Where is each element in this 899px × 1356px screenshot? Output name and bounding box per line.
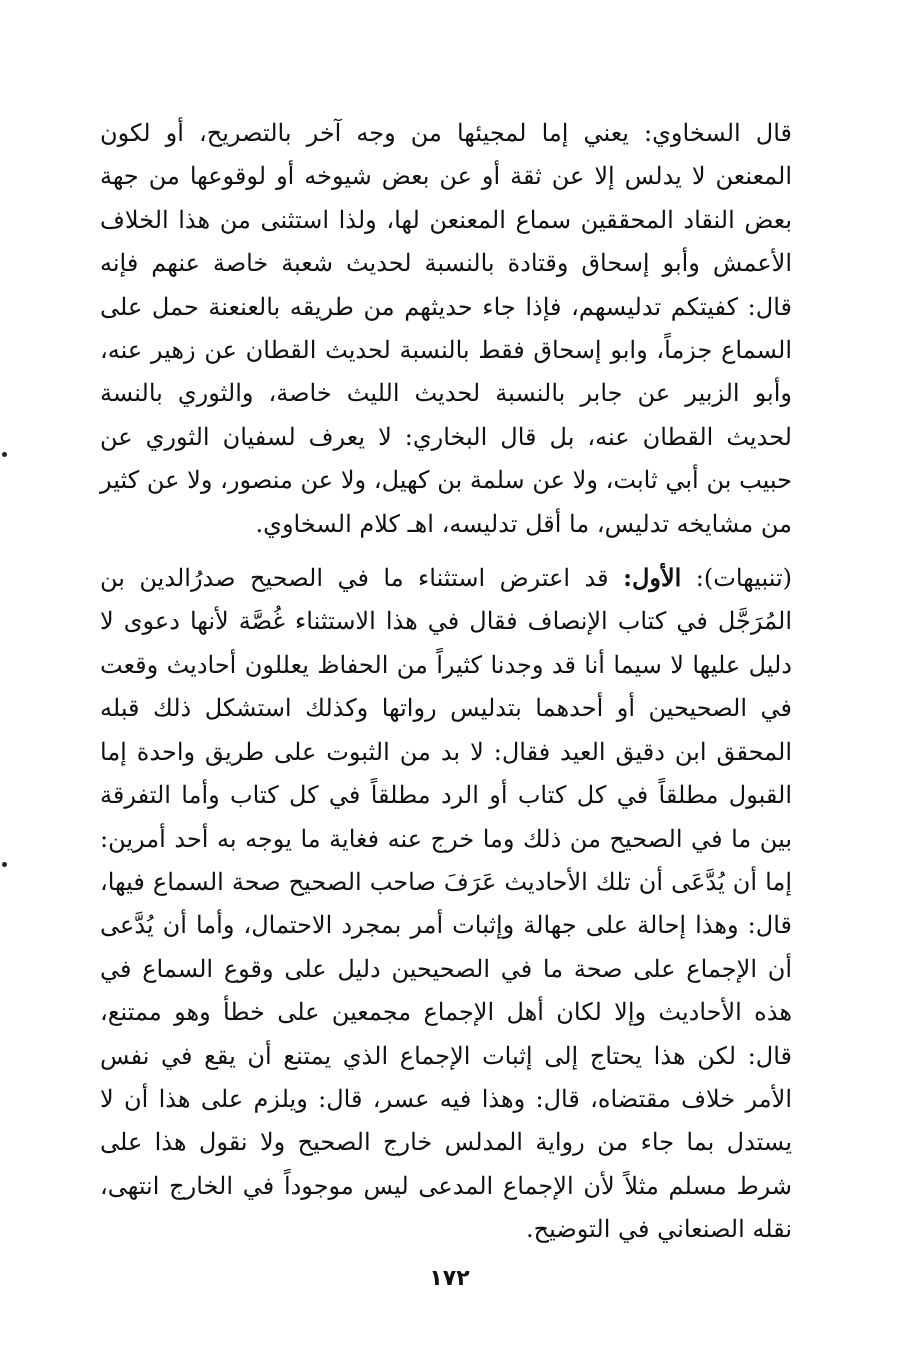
paragraph-notes (100, 556, 792, 1252)
page-body (100, 112, 792, 1252)
notes-body: قد اعترض استثناء ما في الصحيح صدرُالدين بن المُرَجَّل في كتاب الإنصاف فقال في هذا الاستثناء غُصَّة لأنها دعوى لا دليل عليها لا سيما أنا قد وجدنا كثيراً من الحفاظ يعللون أحاديث وقعت في الصحيحين أو أحدهما بتدليس رواتها وكذلك استشكل ذلك قبله المحقق ابن دقيق العيد فقال: لا بد من الثبوت على طريق واحدة إما القبول مطلقاً في كل كتاب أو الرد مطلقاً في كل كتاب وأما التفرقة بين ما في الصحيح من ذلك وما خرج عنه فغاية ما يوجه به أحد أمرين: إما أن يُدَّعَى أن تلك الأحاديث عَرَفَ صاحب الصحيح صحة السماع فيها، قال: وهذا إحالة على جهالة وإثبات أمر بمجرد الاحتمال، وأما أن يُدَّعى أن الإجماع على صحة ما في الصحيحين دليل على وقوع السماع في هذه الأحاديث وإلا لكان أهل الإجماع مجمعين على خطأ وهو ممتنع، قال: لكن هذا يحتاج إلى إثبات الإجماع الذي يمتنع أن يقع في نفس الأمر خلاف مقتضاه، قال: وهذا فيه عسر، قال: ويلزم على هذا أن لا يستدل بما جاء من رواية المدلس خارج الصحيح ولا نقول هذا على شرط مسلم مثلاً لأن الإجماع المدعى ليس موجوداً في الخارج انتهى، نقله الصنعاني في التوضيح. (100, 564, 793, 1244)
page-number: ١٧٢ (429, 1266, 470, 1291)
margin-mark-dot (2, 452, 7, 457)
first-note-label: الأول: (623, 563, 682, 593)
notes-label: (تنبيهات): (695, 564, 792, 593)
margin-mark-dot (2, 862, 7, 867)
paragraph-sakhawi-quote: قال السخاوي: يعني إما لمجيئها من وجه آخر بالتصريح، أو لكون المعنعن لا يدلس إلا عن ثقة أو عن بعض شيوخه أو لوقوعها من جهة بعض النقاد المحققين سماع المعنعن لها، ولذا استثنى من هذا الخلاف الأعمش وأبو إسحاق وقتادة بالنسبة لحديث شعبة خاصة عنهم فإنه قال: كفيتكم تدليسهم، فإذا جاء حديثهم من طريقه بالعنعنة حمل على السماع جزماً، وابو إسحاق فقط بالنسبة لحديث القطان عن زهير عنه، وأبو الزبير عن جابر بالنسبة لحديث الليث خاصة، والثوري بالنسة لحديث القطان عنه، بل قال البخاري: لا يعرف لسفيان الثوري عن حبيب بن أبي ثابت، ولا عن سلمة بن كهيل، ولا عن منصور، ولا عن كثير من مشايخه تدليس، ما أقل تدليسه، اهـ كلام السخاوي. (100, 119, 793, 538)
